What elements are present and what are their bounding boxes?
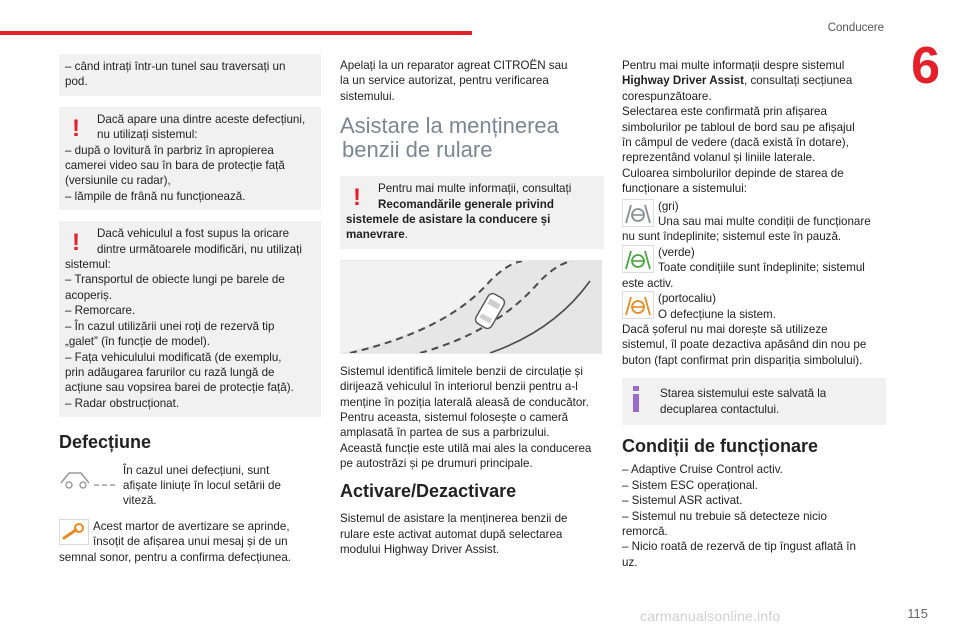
text-line: dirijează vehiculul în interiorul benzii pentru a-l — [340, 380, 578, 394]
text-line: Pentru mai multe informații, consultați — [378, 182, 572, 196]
cruise-dashes-icon — [59, 463, 121, 493]
list-item: – Sistem ESC operațional. — [622, 478, 758, 492]
state-grey-row — [622, 199, 886, 245]
text-line: – Remorcare. — [65, 304, 136, 318]
text-line: Sistemul identifică limitele benzii de circulație și — [340, 364, 583, 378]
text-line: decuplarea contactului. — [660, 402, 780, 416]
header-title: Conducere — [827, 22, 884, 34]
defect-warning-row — [59, 519, 321, 565]
info-icon — [633, 386, 639, 412]
text-line: funcționare a sistemului: — [622, 182, 748, 196]
state-label: (verde) — [658, 245, 695, 259]
warning-exclamation-icon: ! — [72, 229, 80, 257]
text-line: reprezentând volanul și liniile laterale. — [622, 151, 816, 165]
lane-illustration — [340, 260, 602, 354]
text-line: – Fața vehiculului modificată (de exemplu, — [65, 350, 282, 364]
steering-lanes-orange-icon — [622, 291, 654, 319]
section-heading-defect: Defecțiune — [59, 432, 152, 453]
text-line: Apelați la un reparator agreat CITROËN sau — [340, 59, 568, 72]
text-line: Dacă șoferul nu mai dorește să utilizeze — [622, 322, 828, 336]
text-line: modului Highway Driver Assist. — [340, 542, 500, 556]
text-line: semnal sonor, pentru a confirma defecțiunea. — [59, 550, 292, 564]
text-line: buton (fapt confirmat prin dispariția simbolului). — [622, 353, 863, 367]
text-line: Selectarea este confirmată prin afișarea — [622, 105, 827, 119]
text-line: Pentru mai multe informații despre sistemul — [622, 59, 845, 72]
text-line: – Radar obstrucționat. — [65, 396, 180, 410]
text-line: În cazul unei defecțiuni, sunt — [123, 463, 270, 477]
text-line: sistemul, îl poate dezactiva apăsând din nou pe — [622, 338, 867, 352]
text-line: Sistemul de asistare la menținerea benzii de — [340, 512, 568, 526]
text-line: – Transportul de obiecte lungi pe barele de — [65, 273, 285, 287]
warning-box-recommendations — [340, 176, 604, 249]
text-line: rulare este activat automat după selectarea — [340, 527, 563, 541]
text-line: – lămpile de frână nu funcționează. — [65, 189, 246, 203]
text-line: – după o lovitură în parbriz în apropierea — [65, 143, 274, 157]
text-line: Starea sistemului este salvată la — [660, 387, 827, 401]
text-line: sistemele de asistare la conducere și — [346, 213, 551, 227]
text-line: acțiune sau vopsirea barei de protecție față). — [65, 381, 294, 395]
text-line: însoțit de afișarea unui mesaj și de un — [93, 535, 288, 549]
text-line: sistemului. — [340, 89, 395, 103]
text-line: viteză. — [123, 494, 157, 508]
text-line: – În cazul utilizării unei roți de rezervă tip — [65, 319, 275, 333]
wrench-warning-icon — [59, 519, 89, 545]
defect-dashes-row — [59, 463, 321, 509]
warning-exclamation-icon: ! — [353, 184, 361, 212]
list-item: uz. — [622, 555, 638, 569]
text-line: este activ. — [622, 276, 674, 290]
text-line: amplasată în partea de sus a parbrizului. — [340, 426, 550, 440]
state-green-row — [622, 245, 886, 291]
info-box-saved-state — [622, 378, 886, 425]
heading-line: Asistare la menținerea — [340, 113, 559, 139]
lane-description — [340, 364, 604, 472]
text-line: în câmpul de vedere (dacă există în dotare), — [622, 136, 849, 150]
list-item: – Adaptive Cruise Control activ. — [622, 463, 783, 477]
heading-line: benzii de rulare — [342, 137, 493, 163]
text-line: camerei video sau în bara de protecție față — [65, 159, 285, 173]
state-orange-row — [622, 291, 886, 322]
text-line: menține în poziția laterală aleasă de conducător. — [340, 395, 589, 409]
text-line: la un service autorizat, pentru verificarea — [340, 74, 549, 88]
text-line: corespunzătoare. — [622, 89, 712, 103]
chapter-number: 6 — [911, 37, 940, 95]
activation-paragraph — [340, 511, 604, 557]
service-paragraph — [340, 58, 604, 104]
steering-lanes-green-icon — [622, 245, 654, 273]
text-line: pe autostrăzi și pe drumuri principale. — [340, 457, 533, 471]
text-line: Una sau mai multe condiții de funcționare — [658, 215, 871, 229]
text-line: nu utilizați sistemul: — [97, 128, 198, 142]
section-heading-lane-assist — [340, 114, 604, 162]
page-number: 115 — [907, 606, 928, 621]
text-line: O defecțiune la sistem. — [658, 307, 776, 321]
state-label: (gri) — [658, 199, 679, 213]
section-heading-conditions: Condiții de funcționare — [622, 435, 818, 456]
column-3 — [622, 58, 886, 570]
text-line: (versiunile cu radar), — [65, 174, 171, 188]
text-line: Acest martor de avertizare se aprinde, — [93, 519, 290, 533]
intro-box — [59, 54, 321, 96]
list-item: remorcă. — [622, 524, 668, 538]
warning-exclamation-icon: ! — [72, 114, 80, 142]
text-line: pod. — [65, 75, 88, 89]
text-line: prin adăugarea farurilor cu rază lungă de — [65, 365, 275, 379]
text-line: dintre următoarele modificări, nu utilizați — [97, 242, 302, 256]
text-line: nu sunt îndeplinite; sistemul este în pauză. — [622, 230, 842, 244]
warning-box-modifications — [59, 221, 321, 417]
text-line: acoperiș. — [65, 288, 113, 302]
text-line: Această funcție este utilă mai ales la conducerea — [340, 441, 592, 455]
text-line: Dacă apare una dintre aceste defecțiuni, — [97, 112, 306, 126]
deactivate-paragraph — [622, 322, 886, 368]
text-line: Culoarea simbolurilor depinde de starea de — [622, 166, 844, 180]
state-label: (portocaliu) — [658, 292, 716, 306]
list-item: – Sistemul nu trebuie să detecteze nicio — [622, 509, 827, 523]
column-1 — [59, 54, 321, 565]
warning-box-defects — [59, 107, 321, 210]
section-heading-activation: Activare/Dezactivare — [340, 480, 517, 501]
text-span: Highway Driver Assist — [622, 74, 744, 88]
text-span: . — [404, 228, 408, 242]
text-line: simbolurilor pe tabloul de bord sau pe afișajul — [622, 120, 855, 134]
list-item: – Nicio roată de rezervă de tip îngust aflată în — [622, 540, 856, 554]
highway-assist-paragraph — [622, 58, 886, 197]
text-line: Toate condițiile sunt îndeplinite; sistemul — [658, 261, 865, 275]
list-item: – Sistemul ASR activat. — [622, 494, 743, 508]
steering-lanes-grey-icon — [622, 199, 654, 227]
conditions-list — [622, 462, 886, 570]
text-line: Recomandările generale privind — [378, 197, 554, 211]
text-line: afișate liniuțe în locul setării de — [123, 478, 281, 492]
text-line: Pentru aceasta, sistemul folosește o cameră — [340, 411, 569, 425]
text-line: sistemul: — [65, 258, 111, 272]
lane-road-image — [340, 261, 602, 353]
column-2 — [340, 58, 604, 557]
text-span: , consultați secțiunea — [744, 74, 853, 88]
text-line: „galet” (în funcție de model). — [65, 335, 210, 349]
watermark: carmanualsonline.info — [640, 608, 781, 624]
text-line: Dacă vehiculul a fost supus la oricare — [97, 227, 290, 241]
text-line: – când intrați într-un tunel sau traversați un — [65, 60, 286, 73]
header-accent-bar — [0, 31, 472, 35]
text-span: manevrare — [346, 228, 405, 242]
